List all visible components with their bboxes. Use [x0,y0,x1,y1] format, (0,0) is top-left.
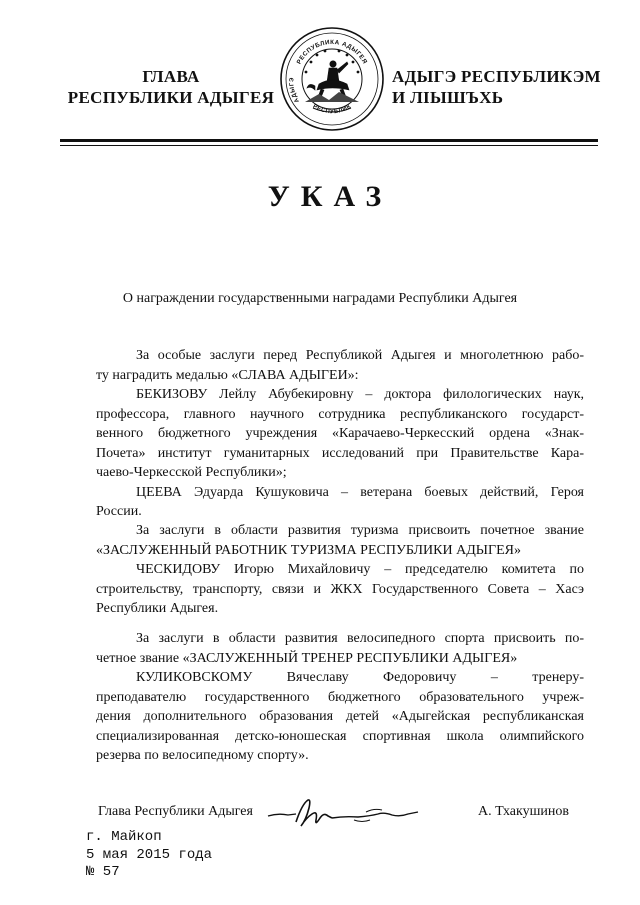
header-divider-thin [60,145,598,146]
text-line: «ЗАСЛУЖЕННЫЙ РАБОТНИК ТУРИЗМА РЕСПУБЛИКИ АДЫГЕЯ» [96,542,521,558]
text-line: преподавателю государственного бюджетного образовательного учреж- [96,689,584,705]
header-left-line2: РЕСПУБЛИКИ АДЫГЕЯ [67,88,275,107]
emblem-top-text: РЕСПУБЛИКА АДЫГЕЯ [295,38,369,66]
registration-stamp [86,829,212,882]
text-line: четное звание «ЗАСЛУЖЕННЫЙ ТРЕНЕР РЕСПУБЛИКИ АДЫГЕЯ» [96,650,518,666]
text-line: ту наградить медалью «СЛАВА АДЫГЕИ»: [96,367,359,383]
text-line: резерва по велосипедному спорту». [96,748,309,763]
text-line: За особые заслуги перед Республикой Адыгея и многолетнюю рабо- [136,348,584,363]
text-line: КУЛИКОВСКОМУ Вячеславу Федоровичу – тренеру- [136,670,584,685]
header-right-title [392,66,601,108]
signatory-name: А. Тхакушинов [478,804,569,819]
header-left-title [58,66,284,108]
text-line: Почета» институт гуманитарных исследований при Правительстве Кара- [96,445,584,461]
document-title: УКАЗ [267,180,393,213]
header-right-line2: И ЛІЫШЪХЬ [392,88,504,107]
text-line: России. [96,504,142,519]
text-line: Республики Адыгея. [96,601,219,616]
text-line: дения дополнительного образования детей «Адыгейская республиканская [96,709,584,724]
paragraph-tourism-title [96,521,584,619]
text-line: ЦЕЕВА Эдуарда Кушуковича – ветерана боевых действий, Героя [136,484,584,500]
text-line: БЕКИЗОВУ Лейлу Абубекировну – доктора филологических наук, [136,387,584,402]
text-line: ЧЕСКИДОВУ Игорю Михайловичу – председателю комитета по [136,562,584,577]
emblem-bottom-text: РЕСПУБЛИК [311,103,353,116]
paragraph-award-medal [96,346,584,522]
paragraph-coach-title [96,629,584,766]
header-divider-thick [60,139,598,142]
signatory-title: Глава Республики Адыгея [98,804,253,819]
text-line: За заслуги в области развития туризма присвоить почетное звание [136,523,584,538]
document-subject: О награждении государственными наградами Республики Адыгея [122,291,518,306]
emblem-left-text: АДЫГЭ [289,76,301,104]
coat-of-arms-emblem-icon [279,26,385,132]
text-line: профессора, главного научного сотрудника республиканского государст- [96,406,584,422]
stamp-city: г. Майкоп [86,829,162,845]
header-left-line1: ГЛАВА [142,67,200,86]
text-line: специализированная детско-юношеская спортивная школа олимпийского [96,728,584,744]
text-line: венного бюджетного учреждения «Карачаево-Черкесский ордена «Знак- [96,426,584,441]
text-line: чаево-Черкесской Республики»; [96,465,287,480]
header-right-line1: АДЫГЭ РЕСПУБЛИКЭМ [392,67,601,86]
text-line: строительству, транспорту, связи и ЖКХ Государственного Совета – Хасэ [96,581,584,597]
stamp-date: 5 мая 2015 года [86,846,213,863]
handwritten-signature-icon [266,796,421,832]
text-line: За заслуги в области развития велосипедного спорта присвоить по- [136,631,584,646]
stamp-number: № 57 [86,864,120,880]
